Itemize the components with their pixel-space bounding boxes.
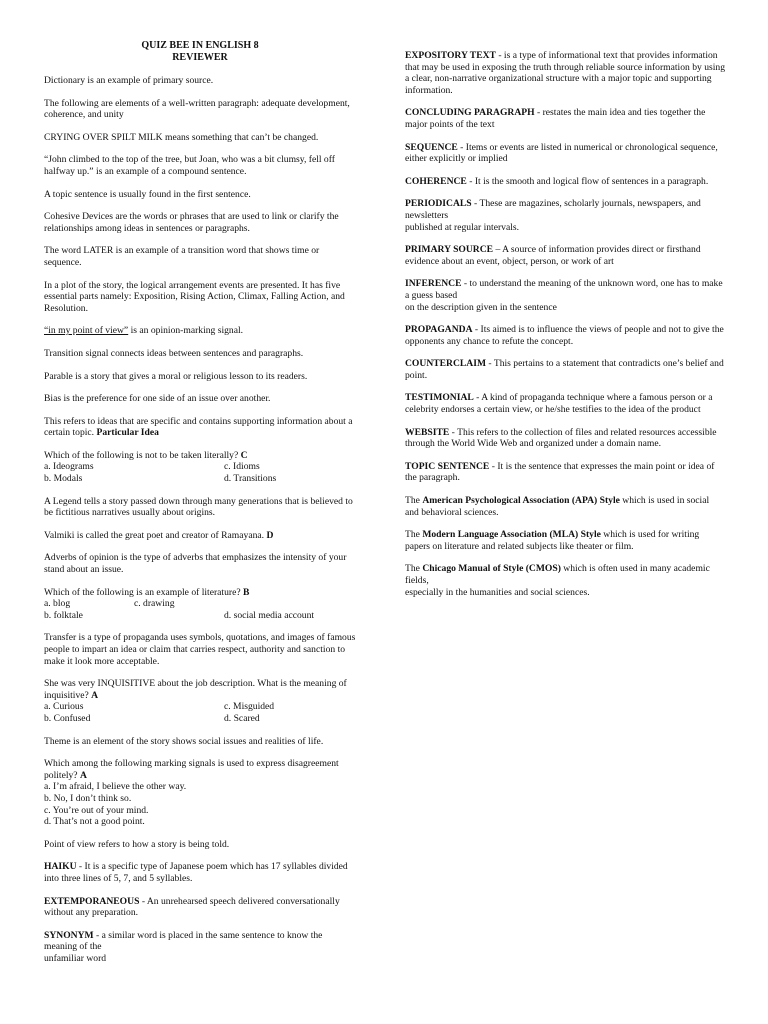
definition-text: - It is the sentence that expresses the main point or idea of the paragraph.: [405, 460, 715, 484]
particular-idea-text: This refers to ideas that are specific and contains supporting information about a certain topic.: [44, 415, 353, 439]
definition-prefix: The: [405, 529, 423, 541]
definition-propaganda: [405, 324, 725, 347]
definition-prefix: The: [405, 495, 423, 507]
valmiki-text: Valmiki is called the great poet and creator of Ramayana.: [44, 529, 265, 541]
statement-cohesive-devices: Cohesive Devices are the words or phrases that are used to link or clarify the relationships among ideas in sentences or paragraphs.: [44, 211, 339, 234]
definition-text: - to understand the meaning of the unknown word, one has to make a guess based: [405, 278, 723, 301]
definition-text: - A kind of propaganda technique where a famous person or a celebrity endorses a certain view, or he/she testifies to the idea of the product: [405, 392, 713, 416]
definition-text: published at regular intervals.: [405, 221, 520, 233]
definition-synonym: [44, 930, 356, 965]
term: CONCLUDING PARAGRAPH: [405, 107, 535, 119]
term: COUNTERCLAIM: [405, 358, 487, 370]
definition-text: which is used for writing papers on literature and related subjects like theater or film.: [405, 529, 700, 552]
term: American Psychological Association (APA) Style: [422, 495, 620, 507]
term: TESTIMONIAL: [405, 392, 474, 404]
question-literature: [44, 587, 356, 599]
definition-coherence: [405, 176, 725, 188]
definition-text: especially in the humanities and social sciences.: [405, 586, 590, 598]
term: INFERENCE: [405, 278, 462, 290]
definition-cmos-style: [405, 563, 725, 598]
question-options: [44, 701, 356, 724]
definition-inference: [405, 278, 725, 313]
term: SEQUENCE: [405, 141, 458, 153]
definition-expository-text: [405, 50, 725, 96]
statement-idiom: CRYING OVER SPILT MILK means something that can’t be changed.: [44, 131, 319, 143]
definition-text: - restates the main idea and ties together the major points of the text: [405, 107, 706, 130]
statement-primary-source: Dictionary is an example of primary source.: [44, 75, 214, 86]
statement-particular-idea: [44, 416, 356, 439]
option: b. Modals: [44, 473, 83, 485]
question-answer: A: [79, 769, 87, 781]
definition-text: – A source of information provides direct or firsthand evidence about an event, object, person, or work of art: [405, 244, 701, 267]
statement-point-of-view: Point of view refers to how a story is being told.: [44, 838, 230, 850]
term: TOPIC SENTENCE: [405, 460, 490, 472]
definition-periodicals: [405, 198, 725, 233]
option: c. Idioms: [224, 461, 260, 473]
option: b. Confused: [44, 712, 91, 724]
question-answer: B: [243, 586, 250, 598]
question-options: [44, 461, 356, 484]
term: SYNONYM: [44, 929, 94, 941]
term: PERIODICALS: [405, 198, 472, 210]
opinion-rest: is an opinion-marking signal.: [128, 325, 244, 337]
statement-topic-sentence: A topic sentence is usually found in the first sentence.: [44, 188, 251, 200]
question-text: Which of the following is not to be taken literally?: [44, 449, 239, 461]
term: EXTEMPORANEOUS: [44, 895, 140, 907]
definition-text: unfamiliar word: [44, 952, 107, 964]
question-answer: C: [240, 449, 248, 461]
doc-subtitle: REVIEWER: [172, 52, 228, 63]
option: a. Ideograms: [44, 461, 94, 473]
definition-primary-source: [405, 244, 725, 267]
definition-text: - It is a specific type of Japanese poem which has 17 syllables divided into three lines of 5, 7, and 5 syllables.: [44, 861, 348, 884]
option: d. Scared: [224, 712, 260, 724]
question-disagreement: [44, 758, 356, 781]
term: PROPAGANDA: [405, 324, 473, 336]
option-empty: [224, 598, 356, 610]
statement-parable: Parable is a story that gives a moral or religious lesson to its readers.: [44, 370, 308, 382]
definition-mla-style: [405, 529, 725, 552]
option: c. Misguided: [224, 701, 275, 713]
option: c. drawing: [134, 598, 175, 610]
term: WEBSITE: [405, 426, 450, 438]
definition-website: [405, 427, 725, 450]
left-column: [44, 40, 356, 975]
statement-compound-sentence: “John climbed to the top of the tree, but Joan, who was a bit clumsy, fell off halfway up.” is an example of a compound sentence.: [44, 154, 335, 177]
question-text: She was very INQUISITIVE about the job description. What is the meaning of inquisitive?: [44, 678, 347, 701]
definition-text: - These are magazines, scholarly journals, newspapers, and newsletters: [405, 198, 701, 221]
question-answer: A: [91, 689, 99, 701]
question-options: [44, 598, 356, 621]
valmiki-answer: D: [266, 529, 274, 541]
question-text: Which among the following marking signals is used to express disagreement politely?: [44, 758, 339, 781]
definition-concluding-paragraph: [405, 107, 725, 130]
term: PRIMARY SOURCE: [405, 244, 494, 256]
option: b. folktale: [44, 609, 83, 621]
definition-text: - a similar word is placed in the same sentence to know the meaning of the: [44, 929, 323, 953]
statement-bias: Bias is the preference for one side of an issue over another.: [44, 393, 271, 405]
term: Modern Language Association (MLA) Style: [422, 529, 601, 541]
statement-paragraph-elements: The following are elements of a well-written paragraph: adequate development, coherence, and unity: [44, 97, 350, 121]
definition-extemporaneous: [44, 896, 356, 919]
statement-theme: Theme is an element of the story shows social issues and realities of life.: [44, 735, 324, 747]
definition-text: - It is the smooth and logical flow of sentences in a paragraph.: [466, 175, 709, 187]
statement-opinion-signal: [44, 325, 356, 337]
doc-title: QUIZ BEE IN ENGLISH 8: [141, 40, 259, 51]
statement-adverbs-opinion: Adverbs of opinion is the type of adverbs that emphasizes the intensity of your stand about an issue.: [44, 552, 347, 576]
question-options: [44, 781, 356, 827]
definition-haiku: [44, 861, 356, 884]
statement-transition-word: The word LATER is an example of a transition word that shows time or sequence.: [44, 245, 320, 268]
definition-topic-sentence: [405, 461, 725, 484]
statement-plot: In a plot of the story, the logical arrangement events are presented. It has five essential parts namely: Exposition, Rising Action, Climax, Falling Action, and Resolution.: [44, 279, 345, 314]
opinion-phrase: “in my point of view”: [44, 325, 129, 337]
particular-idea-answer: Particular Idea: [96, 427, 159, 439]
option: c. You’re out of your mind.: [44, 804, 149, 816]
definition-text: - Its aimed is to influence the views of people and not to give the opponents any chance to refute the concept.: [405, 324, 724, 347]
definition-text: - is a type of informational text that provides information that may be used in exposing the truth through reliable source information by using a clear, non-narrative organizational structure with a major topic and supporting information.: [405, 50, 725, 96]
option-empty: [134, 610, 224, 622]
definition-sequence: [405, 142, 725, 165]
option: d. That’s not a good point.: [44, 816, 145, 828]
definition-text: - Items or events are listed in numerical or chronological sequence, either explicitly or implied: [405, 141, 718, 165]
definition-apa-style: [405, 495, 725, 518]
question-text: Which of the following is an example of literature?: [44, 586, 241, 598]
option: a. Curious: [44, 701, 84, 713]
option: b. No, I don’t think so.: [44, 792, 132, 804]
term: EXPOSITORY TEXT: [405, 50, 496, 61]
question-inquisitive: [44, 678, 356, 701]
statement-legend: A Legend tells a story passed down through many generations that is believed to be fictitious narratives usually about origins.: [44, 495, 353, 519]
option: d. social media account: [224, 609, 315, 621]
definition-text: on the description given in the sentence: [405, 301, 557, 313]
statement-transition-signal: Transition signal connects ideas between sentences and paragraphs.: [44, 347, 304, 359]
term: HAIKU: [44, 861, 77, 873]
right-column: [405, 50, 725, 609]
term: Chicago Manual of Style (CMOS): [422, 563, 561, 575]
definition-text: which is used in social and behavioral sciences.: [405, 495, 710, 518]
definition-text: - This pertains to a statement that contradicts one’s belief and point.: [405, 358, 724, 381]
definition-prefix: The: [405, 563, 423, 575]
definition-testimonial: [405, 392, 725, 415]
term: COHERENCE: [405, 175, 467, 187]
definition-text: which is often used in many academic fields,: [405, 563, 710, 586]
option: a. I’m afraid, I believe the other way.: [44, 781, 187, 793]
option: a. blog: [44, 598, 71, 610]
question-literal: [44, 450, 356, 462]
definition-text: - An unrehearsed speech delivered conversationally without any preparation.: [44, 895, 340, 919]
definition-text: - This refers to the collection of files and related resources accessible through the World Wide Web and organized under a domain name.: [405, 426, 717, 450]
statement-transfer: Transfer is a type of propaganda uses symbols, quotations, and images of famous people to impart an idea or claim that carries respect, authority and sanction to make it look more acceptable.: [44, 632, 356, 667]
statement-valmiki: [44, 530, 356, 542]
definition-counterclaim: [405, 358, 725, 381]
option: d. Transitions: [224, 473, 277, 485]
